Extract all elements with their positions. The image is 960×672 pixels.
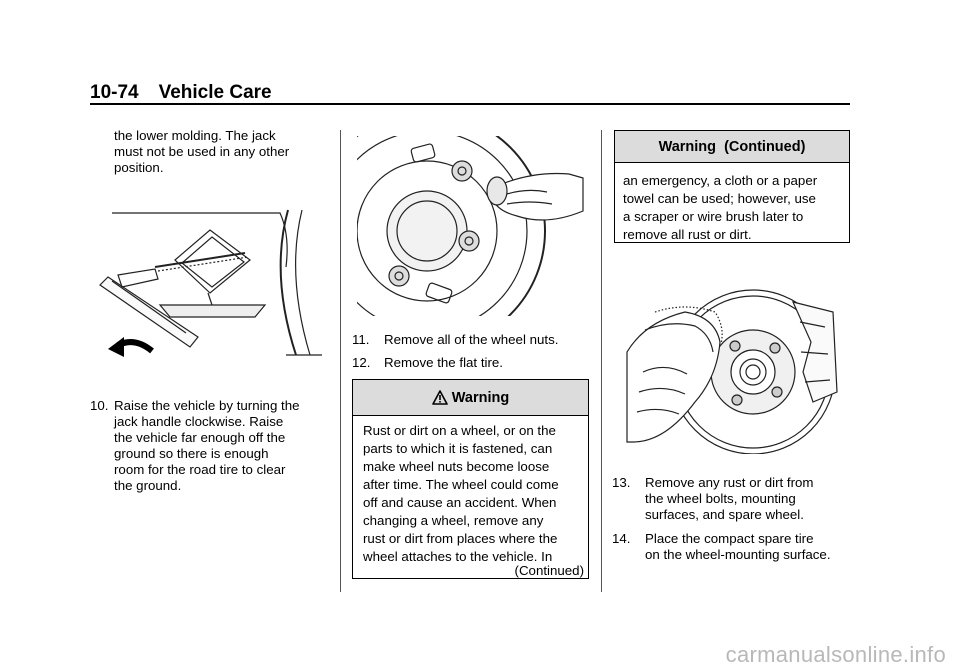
warning-line-8: wheel attaches to the vehicle. In [363,549,553,564]
section-title: Vehicle Care [158,82,272,103]
intro-line-1: the lower molding. The jack [114,128,276,143]
intro-line-2: must not be used in any other [114,144,290,159]
warning-continued-header [615,131,849,163]
step-13-line-2: the wheel bolts, mounting [645,491,796,506]
step-11-text: Remove all of the wheel nuts. [384,332,559,347]
warning-continued-title: Warning (Continued) [658,138,806,155]
wheel-hub-cleaning-illustration [625,282,840,454]
step-10-number: 10. [90,398,109,413]
column-divider-1 [340,130,341,592]
step-11-number: 11. [352,332,370,347]
step-13-line-1: Remove any rust or dirt from [645,475,814,490]
step-10-line-3: the vehicle far enough off the [114,430,286,445]
page-number: 10-74 [90,82,139,103]
warning-triangle-icon [432,390,448,405]
intro-line-3: position. [114,160,164,175]
warning-box [352,379,589,579]
column-divider-2 [601,130,602,592]
warning-line-7: rust or dirt from places where the [363,531,558,546]
step-14-number: 14. [612,531,631,546]
step-10-line-1: Raise the vehicle by turning the [114,398,300,413]
step-14-line-2: on the wheel-mounting surface. [645,547,831,562]
step-10-line-5: room for the road tire to clear [114,462,286,477]
wheel-nuts-illustration [357,136,585,316]
step-10-line-2: jack handle clockwise. Raise [114,414,284,429]
step-10-line-4: ground so there is enough [114,446,269,461]
page-header [90,82,272,104]
warning-cont-line-4: remove all rust or dirt. [623,227,752,242]
warning-continued-box [614,130,850,243]
warning-line-5: off and cause an accident. When [363,495,557,510]
warning-line-4: after time. The wheel could come [363,477,559,492]
step-14-line-1: Place the compact spare tire [645,531,814,546]
header-rule [90,103,850,105]
site-watermark: carmanualsonline.info [725,642,946,667]
warning-line-6: changing a wheel, remove any [363,513,544,528]
warning-cont-line-3: a scraper or wire brush later to [623,209,804,224]
warning-continued: (Continued) [514,563,584,578]
warning-line-2: parts to which it is fastened, can [363,441,553,456]
warning-line-1: Rust or dirt on a wheel, or on the [363,423,556,438]
jack-illustration [90,205,325,365]
step-10-line-6: the ground. [114,478,182,493]
warning-cont-line-2: towel can be used; however, use [623,191,816,206]
warning-line-3: make wheel nuts become loose [363,459,550,474]
warning-cont-line-1: an emergency, a cloth or a paper [623,173,818,188]
step-12-number: 12. [352,355,371,370]
step-13-line-3: surfaces, and spare wheel. [645,507,804,522]
step-13-number: 13. [612,475,631,490]
warning-header [353,380,588,416]
step-12-text: Remove the flat tire. [384,355,503,370]
warning-title: Warning [451,389,510,406]
